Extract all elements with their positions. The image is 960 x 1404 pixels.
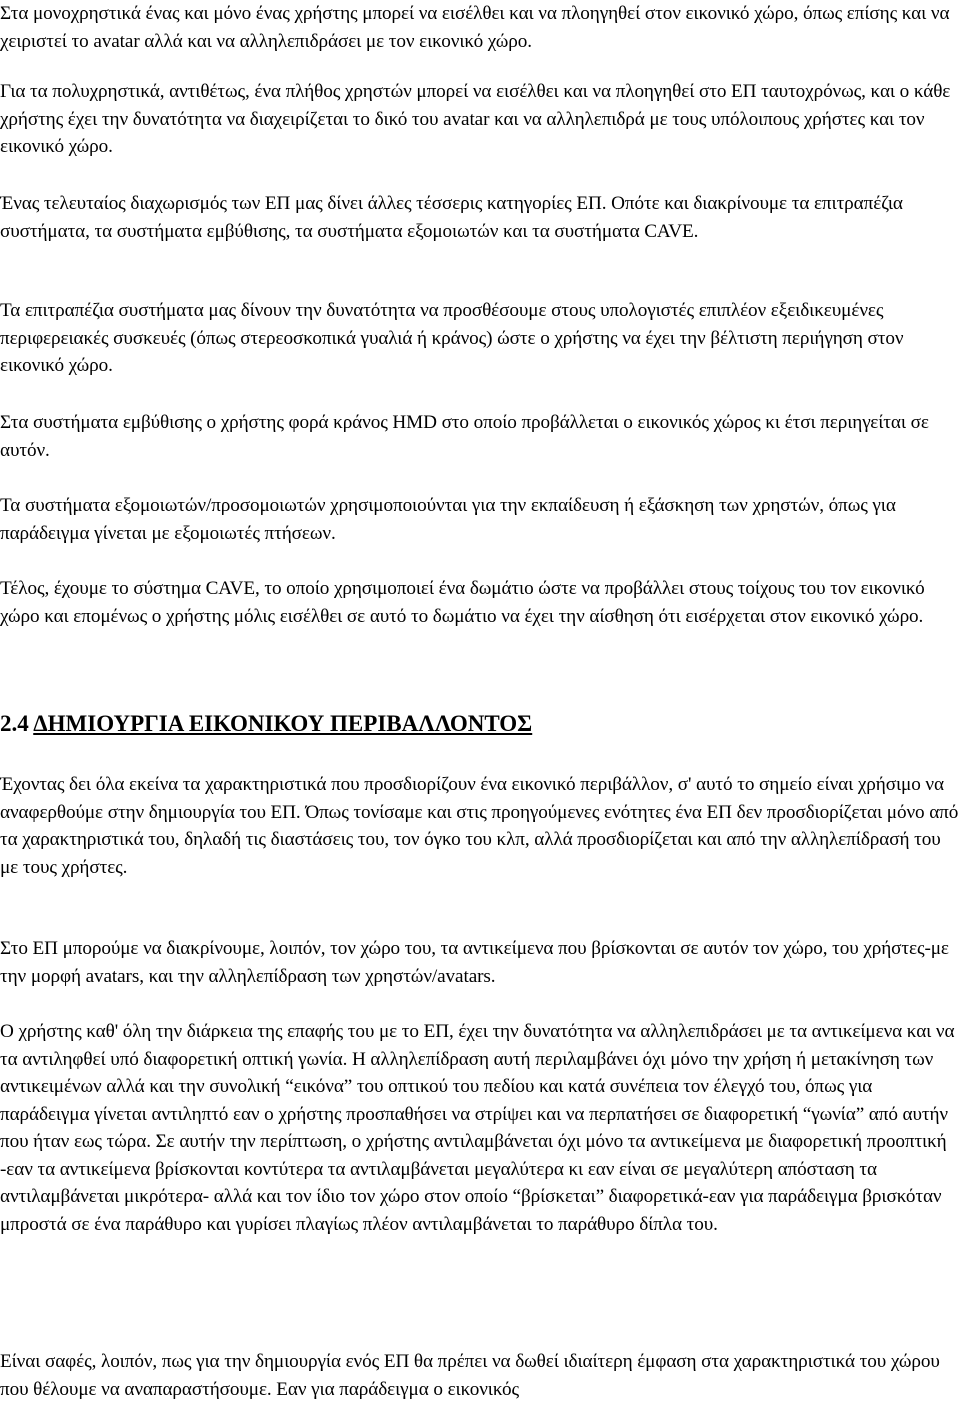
section-heading: [0, 709, 960, 739]
paragraph-components: [0, 935, 960, 990]
paragraph-text: Στα συστήματα εμβύθισης ο χρήστης φορά κράνος HMD στο οποίο προβάλλεται ο εικονικός χώρος κι έτσι περιηγείται σε αυτόν.: [0, 412, 929, 461]
paragraph-desktop-systems: [0, 297, 960, 380]
paragraph-multi-user: [0, 78, 960, 161]
paragraph-text: Ο χρήστης καθ' όλη την διάρκεια της επαφής του με το ΕΠ, έχει την δυνατότητα να αλληλεπιδράσει με τα αντικείμενα και να τα αντιληφθεί υπό διαφορετική οπτική γωνία. Η αλληλεπίδραση αυτή περιλαμβάνει όχι μόνο την χρήση ή μετακίνηση των αντικειμένων αλλά και την συνολική “εικόνα” του οπτικού του πεδίου και κατά συνέπεια τον έλεγχό του, όπως για παράδειγμα γίνεται αντιληπτό εαν ο χρήστης προσπαθήσει να στρίψει και να περπατήσει σε διαφορετική “γωνία” από αυτήν που ήταν εως τώρα. Σε αυτήν την περίπτωση, ο χρήστης αντιλαμβάνεται όχι μόνο τα αντικείμενα με διαφορετική προοπτική -εαν τα αντικείμενα βρίσκονται κοντύτερα τα αντιλαμβάνεται μεγαλύτερα κι εαν είναι σε μεγαλύτερη απόσταση τα αντιλαμβάνεται μικρότερα- αλλά και τον ίδιο τον χώρο στον οποίο “βρίσκεται” διαφορετικά-εαν για παράδειγμα βρισκόταν μπροστά σε ένα παράθυρο και γυρίσει πλαγίως πλέον αντιλαμβάνεται το παράθυρο δίπλα του.: [0, 1021, 955, 1235]
paragraph-text: Στο ΕΠ μπορούμε να διακρίνουμε, λοιπόν, τον χώρο του, τα αντικείμενα που βρίσκονται σε αυτόν τον χώρο, του χρήστες-με την μορφή avatars, και την αλληλεπίδραση των χρηστών/avatars.: [0, 938, 949, 987]
paragraph-simulator-systems: [0, 492, 960, 547]
paragraph-text: Ένας τελευταίος διαχωρισμός των ΕΠ μας δίνει άλλες τέσσερις κατηγορίες ΕΠ. Οπότε και διακρίνουμε τα επιτραπέζια συστήματα, τα συστήματα εμβύθισης, τα συστήματα εξομοιωτών και τα συστήματα CAVE.: [0, 193, 903, 242]
paragraph-interaction: [0, 1018, 960, 1238]
paragraph-conclusion: [0, 1348, 960, 1403]
paragraph-immersion-systems: [0, 409, 960, 464]
paragraph-single-user: [0, 0, 960, 55]
section-title: [0, 709, 960, 739]
paragraph-text: Έχοντας δει όλα εκείνα τα χαρακτηριστικά που προσδιορίζουν ένα εικονικό περιβάλλον, σ' αυτό το σημείο είναι χρήσιμο να αναφερθούμε στην δημιουργία του ΕΠ. Όπως τονίσαμε και στις προηγούμενες ενότητες ένα ΕΠ δεν προσδιορίζεται μόνο από τα χαρακτηριστικά του, δηλαδή τις διαστάσεις του, τον όγκο του κλπ, αλλά προσδιορίζεται και από την αλληλεπίδρασή του με τους χρήστες.: [0, 774, 959, 878]
section-title-text: ΔΗΜΙΟΥΡΓΙΑ ΕΙΚΟΝΙΚΟΥ ΠΕΡΙΒΑΛΛΟΝΤΟΣ: [33, 711, 533, 736]
paragraph-text: Για τα πολυχρηστικά, αντιθέτως, ένα πλήθος χρηστών μπορεί να εισέλθει και να πλοηγηθεί στο ΕΠ ταυτοχρόνως, και ο κάθε χρήστης έχει την δυνατότητα να διαχειρίζεται το δικό του avatar και να αλληλεπιδρά με τους υπόλοιπους χρήστες και τον εικονικό χώρο.: [0, 81, 951, 157]
paragraph-text: Τα συστήματα εξομοιωτών/προσομοιωτών χρησιμοποιούνται για την εκπαίδευση ή εξάσκηση των χρηστών, όπως για παράδειγμα γίνεται με εξομοιωτές πτήσεων.: [0, 495, 896, 544]
paragraph-categories: [0, 190, 960, 245]
paragraph-text: Είναι σαφές, λοιπόν, πως για την δημιουργία ενός ΕΠ θα πρέπει να δωθεί ιδιαίτερη έμφαση στα χαρακτηριστικά του χώρου που θέλουμε να αναπαραστήσουμε. Εαν για παράδειγμα ο εικονικός: [0, 1351, 940, 1400]
paragraph-creation-intro: [0, 771, 960, 881]
section-number: 2.4: [0, 711, 34, 736]
paragraph-text: Τέλος, έχουμε το σύστημα CAVE, το οποίο χρησιμοποιεί ένα δωμάτιο ώστε να προβάλλει στους τοίχους του τον εικονικό χώρο και επομένως ο χρήστης μόλις εισέλθει σε αυτό το δωμάτιο να έχει την αίσθηση ότι εισέρχεται στον εικονικό χώρο.: [0, 578, 925, 627]
paragraph-text: Τα επιτραπέζια συστήματα μας δίνουν την δυνατότητα να προσθέσουμε στους υπολογιστές επιπλέον εξειδικευμένες περιφερειακές συσκευές (όπως στερεοσκοπικά γυαλιά ή κράνος) ώστε ο χρήστης να έχει την βέλτιστη περιήγηση στον εικονικό χώρο.: [0, 300, 904, 376]
paragraph-cave-system: [0, 575, 960, 630]
paragraph-text: Στα μονοχρηστικά ένας και μόνο ένας χρήστης μπορεί να εισέλθει και να πλοηγηθεί στον εικονικό χώρο, όπως επίσης και να χειριστεί το avatar αλλά και να αλληλεπιδράσει με τον εικονικό χώρο.: [0, 3, 950, 52]
